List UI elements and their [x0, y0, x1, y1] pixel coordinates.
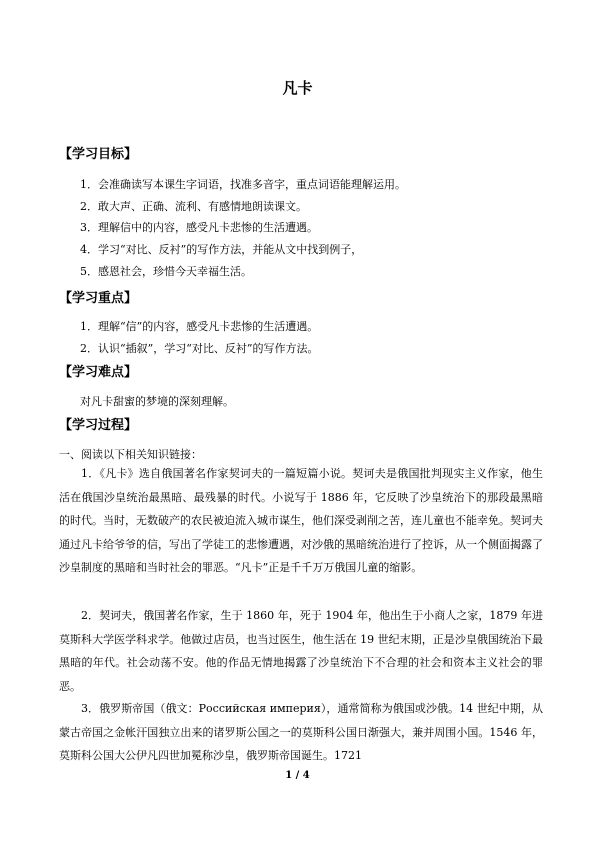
section-heading-difficulties: 【学习难点】: [59, 365, 138, 380]
process-paragraph-1: 1．《凡卡》选自俄国著名作家契诃夫的一篇短篇小说。契诃夫是俄国批判现实主义作家，他生活在俄国沙皇统治最黑暗、最残暴的时代。小说写于 1886 年，它反映了沙皇统治下的那段最黑暗的时代。当时，无数破产的农民被迫流入城市谋生，他们深受剥削之苦，连儿童也不能幸免。契诃夫通过凡卡给爷爷的信，写出了学徒工的悲惨遭遇，对沙俄的黑暗统治进行了控诉，从一个侧面揭露了沙皇制度的黑暗和当时社会的罪恶。“凡卡”正是千千万万俄国儿童的缩影。: [59, 467, 543, 575]
objective-item-4: 4．学习“对比、反衬”的写作方法，并能从文中找到例子，: [80, 243, 363, 256]
page-number: 1 / 4: [285, 770, 310, 781]
process-paragraph-2: 2．契诃夫，俄国著名作家，生于 1860 年，死于 1904 年，他出生于小商人之家，1879 年进莫斯科大学医学科求学。他做过店员，也当过医生，他生活在 19 世纪末期，正是沙皇俄国统治下最黑暗的年代。社会动荡不安。他的作品无情地揭露了沙皇统治下不合理的社会和资本主义社会的罪恶。: [59, 609, 543, 693]
process-intro: 一、阅读以下相关知识链接：: [59, 448, 202, 461]
section-heading-key-points: 【学习重点】: [59, 291, 138, 306]
key-point-item-1: 1．理解“信”的内容，感受凡卡悲惨的生活遭遇。: [80, 320, 319, 333]
section-heading-process: 【学习过程】: [59, 418, 138, 433]
objective-item-5: 5．感恩社会，珍惜今天幸福生活。: [80, 265, 252, 278]
document-title: 凡卡: [282, 79, 313, 97]
objective-item-1: 1．会准确读写本课生字词语，找准多音字，重点词语能理解运用。: [80, 178, 406, 191]
key-point-item-2: 2．认识“插叙”，学习“对比、反衬”的写作方法。: [80, 342, 319, 355]
difficulty-item-1: 对凡卡甜蜜的梦境的深刻理解。: [80, 395, 234, 408]
process-paragraph-3: 3．俄罗斯帝国（俄文：Российская империя），通常简称为俄国或沙俄。14 世纪中期，从蒙古帝国之金帐汗国独立出来的诸罗斯公国之一的莫斯科公国日渐强大，兼并周围小国。1546 年，莫斯科公国大公伊凡四世加冕称沙皇，俄罗斯帝国诞生。1721: [59, 702, 543, 763]
objective-item-3: 3．理解信中的内容，感受凡卡悲惨的生活遭遇。: [80, 221, 318, 234]
section-heading-objectives: 【学习目标】: [59, 147, 138, 162]
objective-item-2: 2．敢大声、正确、流利、有感情地朗读课文。: [80, 200, 307, 213]
